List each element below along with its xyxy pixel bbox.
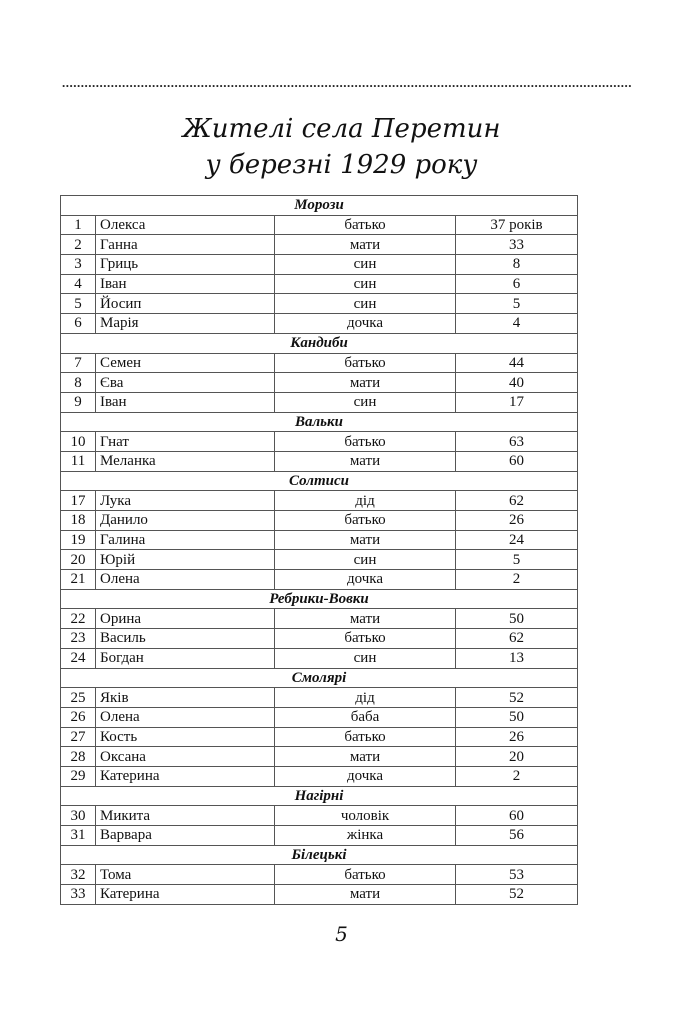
resident-age: 62 xyxy=(456,629,578,649)
resident-age: 60 xyxy=(456,806,578,826)
row-number: 31 xyxy=(61,826,96,846)
resident-name: Яків xyxy=(96,688,275,708)
page-number: 5 xyxy=(335,922,348,946)
resident-name: Варвара xyxy=(96,826,275,846)
resident-age: 50 xyxy=(456,707,578,727)
family-role: батько xyxy=(275,629,456,649)
family-role: син xyxy=(275,392,456,412)
table-row xyxy=(61,609,578,629)
resident-name: Гриць xyxy=(96,255,275,275)
family-header-row xyxy=(61,845,578,865)
resident-name: Василь xyxy=(96,629,275,649)
family-role: батько xyxy=(275,865,456,885)
family-role: син xyxy=(275,274,456,294)
family-role: чоловік xyxy=(275,806,456,826)
row-number: 22 xyxy=(61,609,96,629)
table-row xyxy=(61,373,578,393)
table-row xyxy=(61,432,578,452)
family-role: мати xyxy=(275,373,456,393)
table-row xyxy=(61,806,578,826)
table-row xyxy=(61,451,578,471)
resident-age: 8 xyxy=(456,255,578,275)
resident-name: Юрій xyxy=(96,550,275,570)
resident-age: 52 xyxy=(456,688,578,708)
family-name: Ребрики-Вовки xyxy=(61,589,578,609)
row-number: 6 xyxy=(61,314,96,334)
row-number: 29 xyxy=(61,766,96,786)
table-row xyxy=(61,727,578,747)
row-number: 32 xyxy=(61,865,96,885)
table-row xyxy=(61,314,578,334)
family-role: дід xyxy=(275,688,456,708)
resident-name: Катерина xyxy=(96,766,275,786)
resident-age: 52 xyxy=(456,885,578,905)
family-header-row xyxy=(61,412,578,432)
row-number: 21 xyxy=(61,570,96,590)
table-row xyxy=(61,885,578,905)
table-row xyxy=(61,826,578,846)
row-number: 11 xyxy=(61,451,96,471)
resident-age: 4 xyxy=(456,314,578,334)
table-row xyxy=(61,353,578,373)
resident-age: 2 xyxy=(456,766,578,786)
resident-name: Меланка xyxy=(96,451,275,471)
family-role: батько xyxy=(275,215,456,235)
dotted-separator: ........................................................................................................................................................ xyxy=(62,75,632,90)
family-header-row xyxy=(61,786,578,806)
family-name: Солтиси xyxy=(61,471,578,491)
resident-name: Данило xyxy=(96,511,275,531)
page-title: Жителі села Перетин xyxy=(182,114,501,144)
resident-name: Богдан xyxy=(96,648,275,668)
family-header-row xyxy=(61,589,578,609)
family-role: дочка xyxy=(275,314,456,334)
family-role: батько xyxy=(275,511,456,531)
resident-age: 53 xyxy=(456,865,578,885)
row-number: 28 xyxy=(61,747,96,767)
family-header-row xyxy=(61,668,578,688)
family-header-row xyxy=(61,196,578,216)
resident-age: 50 xyxy=(456,609,578,629)
resident-name: Оксана xyxy=(96,747,275,767)
resident-name: Ганна xyxy=(96,235,275,255)
resident-age: 13 xyxy=(456,648,578,668)
table-row xyxy=(61,235,578,255)
table-row xyxy=(61,570,578,590)
row-number: 33 xyxy=(61,885,96,905)
table-row xyxy=(61,766,578,786)
resident-name: Олекса xyxy=(96,215,275,235)
resident-age: 40 xyxy=(456,373,578,393)
family-role: мати xyxy=(275,747,456,767)
table-row xyxy=(61,392,578,412)
resident-name: Галина xyxy=(96,530,275,550)
row-number: 9 xyxy=(61,392,96,412)
resident-name: Єва xyxy=(96,373,275,393)
table-row xyxy=(61,707,578,727)
resident-age: 20 xyxy=(456,747,578,767)
family-role: мати xyxy=(275,885,456,905)
table-row xyxy=(61,629,578,649)
table-row xyxy=(61,530,578,550)
resident-age: 26 xyxy=(456,727,578,747)
resident-name: Лука xyxy=(96,491,275,511)
row-number: 10 xyxy=(61,432,96,452)
family-name: Нагірні xyxy=(61,786,578,806)
resident-name: Тома xyxy=(96,865,275,885)
row-number: 27 xyxy=(61,727,96,747)
resident-age: 5 xyxy=(456,294,578,314)
table-row xyxy=(61,294,578,314)
row-number: 20 xyxy=(61,550,96,570)
row-number: 5 xyxy=(61,294,96,314)
resident-age: 56 xyxy=(456,826,578,846)
family-role: мати xyxy=(275,609,456,629)
resident-name: Гнат xyxy=(96,432,275,452)
family-role: син xyxy=(275,550,456,570)
residents-table xyxy=(60,195,578,905)
row-number: 30 xyxy=(61,806,96,826)
family-name: Вальки xyxy=(61,412,578,432)
table-row xyxy=(61,865,578,885)
resident-age: 5 xyxy=(456,550,578,570)
family-name: Морози xyxy=(61,196,578,216)
resident-age: 17 xyxy=(456,392,578,412)
resident-age: 62 xyxy=(456,491,578,511)
family-role: дочка xyxy=(275,766,456,786)
table-row xyxy=(61,215,578,235)
page-subtitle: у березні 1929 року xyxy=(205,150,478,180)
residents-table-body xyxy=(61,196,578,905)
family-role: дочка xyxy=(275,570,456,590)
table-row xyxy=(61,511,578,531)
resident-age: 6 xyxy=(456,274,578,294)
resident-name: Орина xyxy=(96,609,275,629)
resident-name: Кость xyxy=(96,727,275,747)
family-role: дід xyxy=(275,491,456,511)
family-role: жінка xyxy=(275,826,456,846)
row-number: 3 xyxy=(61,255,96,275)
row-number: 4 xyxy=(61,274,96,294)
family-role: баба xyxy=(275,707,456,727)
resident-name: Олена xyxy=(96,570,275,590)
row-number: 7 xyxy=(61,353,96,373)
table-row xyxy=(61,747,578,767)
row-number: 18 xyxy=(61,511,96,531)
resident-name: Олена xyxy=(96,707,275,727)
resident-name: Іван xyxy=(96,392,275,412)
family-role: син xyxy=(275,648,456,668)
row-number: 25 xyxy=(61,688,96,708)
table-row xyxy=(61,550,578,570)
resident-name: Марія xyxy=(96,314,275,334)
family-role: батько xyxy=(275,727,456,747)
resident-name: Катерина xyxy=(96,885,275,905)
resident-age: 24 xyxy=(456,530,578,550)
family-header-row xyxy=(61,471,578,491)
row-number: 17 xyxy=(61,491,96,511)
family-name: Кандиби xyxy=(61,333,578,353)
table-row xyxy=(61,274,578,294)
family-role: мати xyxy=(275,530,456,550)
resident-age: 60 xyxy=(456,451,578,471)
row-number: 8 xyxy=(61,373,96,393)
row-number: 19 xyxy=(61,530,96,550)
family-role: батько xyxy=(275,432,456,452)
family-name: Смолярі xyxy=(61,668,578,688)
resident-age: 33 xyxy=(456,235,578,255)
family-role: мати xyxy=(275,235,456,255)
row-number: 24 xyxy=(61,648,96,668)
row-number: 1 xyxy=(61,215,96,235)
resident-age: 2 xyxy=(456,570,578,590)
resident-name: Іван xyxy=(96,274,275,294)
resident-age: 44 xyxy=(456,353,578,373)
resident-name: Семен xyxy=(96,353,275,373)
resident-age: 26 xyxy=(456,511,578,531)
family-name: Білецькі xyxy=(61,845,578,865)
resident-name: Микита xyxy=(96,806,275,826)
row-number: 23 xyxy=(61,629,96,649)
family-role: мати xyxy=(275,451,456,471)
family-role: син xyxy=(275,294,456,314)
table-row xyxy=(61,688,578,708)
family-header-row xyxy=(61,333,578,353)
family-role: батько xyxy=(275,353,456,373)
resident-age: 37 років xyxy=(456,215,578,235)
family-role: син xyxy=(275,255,456,275)
table-row xyxy=(61,648,578,668)
resident-name: Йосип xyxy=(96,294,275,314)
table-row xyxy=(61,255,578,275)
row-number: 26 xyxy=(61,707,96,727)
resident-age: 63 xyxy=(456,432,578,452)
table-row xyxy=(61,491,578,511)
row-number: 2 xyxy=(61,235,96,255)
